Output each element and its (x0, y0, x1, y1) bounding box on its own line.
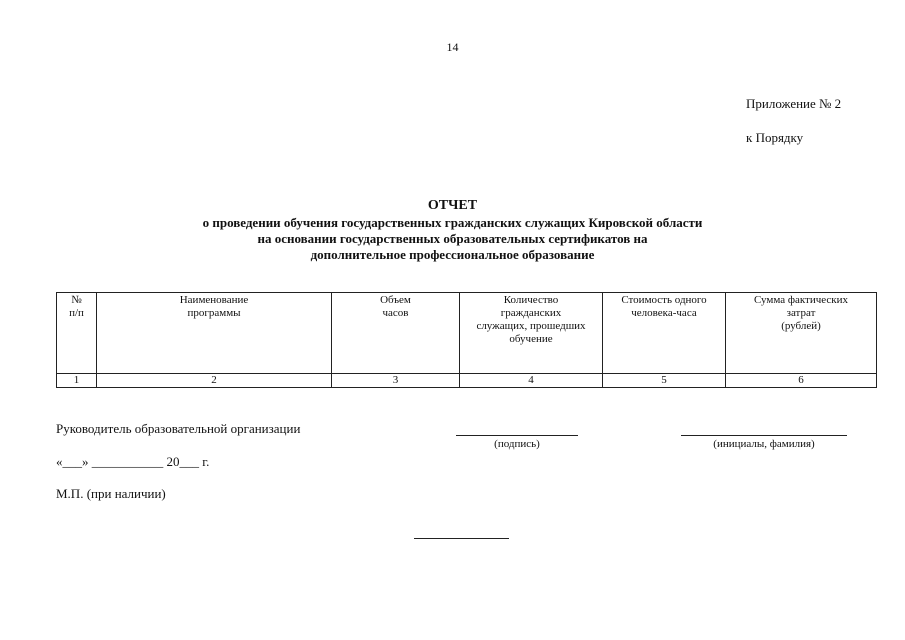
report-title-main: ОТЧЕТ (427, 198, 478, 213)
table-number-row (57, 374, 877, 388)
bottom-rule (414, 538, 509, 539)
appendix-note (746, 96, 841, 146)
page-number: 14 (446, 40, 459, 54)
column-number-5: 5 (603, 374, 726, 388)
header-cell-number: № п/п (57, 293, 97, 374)
signature-caption: (подпись) (494, 438, 540, 450)
signature-head-label: Руководитель образовательной организации (56, 421, 301, 436)
name-line (681, 435, 847, 436)
signature-line (456, 435, 578, 436)
column-number-1: 1 (57, 374, 97, 388)
column-number-4: 4 (460, 374, 603, 388)
header-cell-total: Сумма фактических затрат (рублей) (726, 293, 877, 374)
header-cell-program: Наименование программы (97, 293, 332, 374)
table-header-row (57, 293, 877, 374)
report-title-line-3: дополнительное профессиональное образование (310, 247, 595, 262)
report-title-line-1: о проведении обучения государственных гражданских служащих Кировской области (202, 215, 703, 230)
column-number-3: 3 (332, 374, 460, 388)
column-number-6: 6 (726, 374, 877, 388)
appendix-line-2: к Порядку (746, 130, 804, 145)
header-cell-count: Количество гражданских служащих, прошедших обучение (460, 293, 603, 374)
date-line: «___» ___________ 20___ г. (56, 454, 210, 469)
report-title-line-2: на основании государственных образовательных сертификатов на (257, 231, 648, 246)
header-cell-cost: Стоимость одного человека-часа (603, 293, 726, 374)
stamp-place-label: М.П. (при наличии) (56, 486, 166, 501)
report-title (0, 198, 905, 263)
column-number-2: 2 (97, 374, 332, 388)
name-caption: (инициалы, фамилия) (713, 438, 815, 450)
appendix-line-1: Приложение № 2 (746, 96, 842, 111)
header-cell-hours: Объем часов (332, 293, 460, 374)
report-table (56, 292, 877, 388)
